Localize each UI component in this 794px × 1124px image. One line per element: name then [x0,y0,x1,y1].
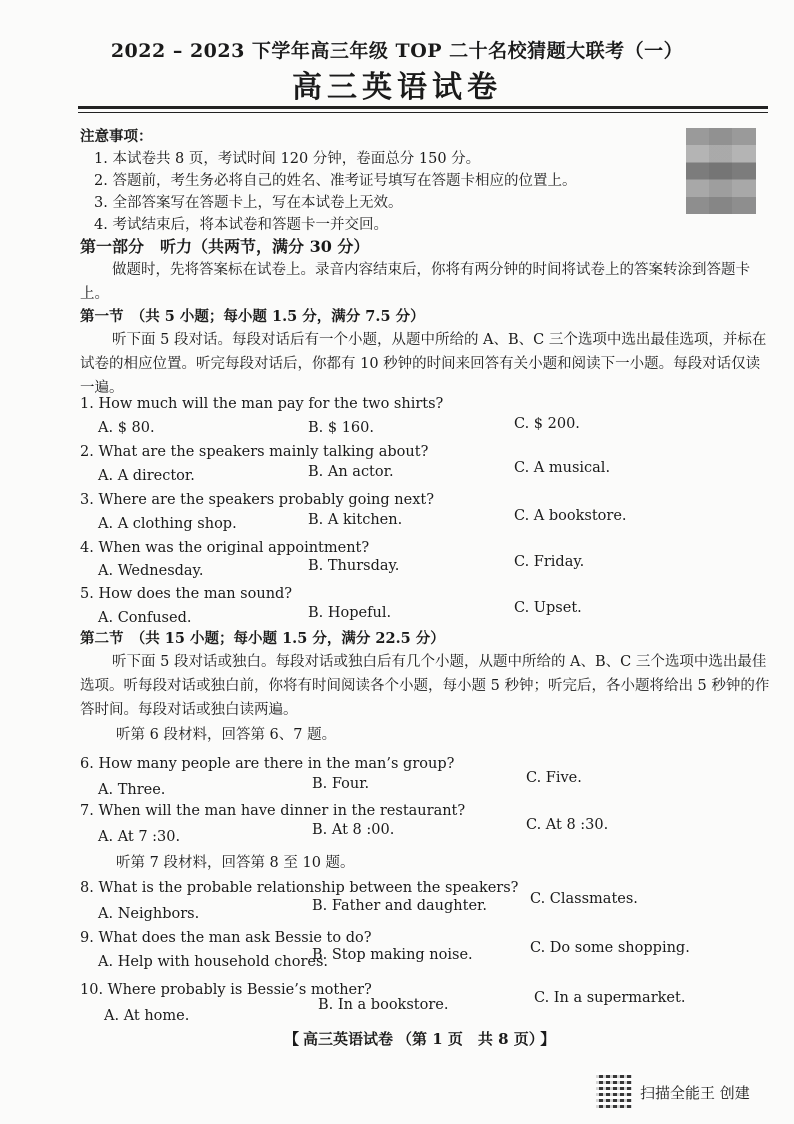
option-a: A. Neighbors. [98,906,200,922]
question-stem: 7. When will the man have dinner in the restaurant? [80,803,466,819]
option-c: C. Five. [526,770,582,786]
header-rule-thin [78,112,768,113]
notice-heading: 注意事项： [80,128,153,145]
section2-heading: 第二节 （共 15 小题；每小题 1.5 分，满分 22.5 分） [80,630,445,647]
material-instruction: 听第 6 段材料，回答第 6、7 题。 [116,727,337,743]
question-stem: 1. How much will the man pay for the two shirts? [80,396,444,412]
option-b: B. $ 160. [308,420,374,436]
option-c: C. Classmates. [530,891,638,907]
scanner-watermark: 扫描全能王 创建 [640,1084,750,1102]
option-c: C. Friday. [514,554,585,570]
question-stem: 8. What is the probable relationship between the speakers? [80,880,519,896]
option-c: C. Upset. [514,600,582,616]
section1-intro: 听下面 5 段对话。每段对话后有一个小题，从题中所给的 A、B、C 三个选项中选出最佳选项，并标在试卷的相应位置。听完每段对话后，你都有 10 秒钟的时间来回答有关小题和阅读下一小题。每段对话仅读一遍。 [80,332,767,396]
qr-code-icon [596,1072,632,1108]
footer-page-info: （第 1 页 共 8 页） [397,1030,537,1048]
option-a: A. Confused. [98,610,192,626]
option-b: B. Thursday. [308,558,400,574]
option-a: A. A clothing shop. [98,516,237,532]
notice-item: 1. 本试卷共 8 页，考试时间 120 分钟，卷面总分 150 分。 [94,151,481,167]
option-c: C. Do some shopping. [530,940,690,956]
option-b: B. Hopeful. [308,605,392,621]
option-b: B. A kitchen. [308,512,403,528]
option-a: A. Wednesday. [98,563,204,579]
option-a: A. $ 80. [98,420,155,436]
option-c: C. A bookstore. [514,508,627,524]
notice-item: 3. 全部答案写在答题卡上，写在本试卷上无效。 [94,195,403,211]
section1-heading: 第一节 （共 5 小题；每小题 1.5 分，满分 7.5 分） [80,308,425,325]
option-a: A. Three. [98,782,166,798]
question-stem: 4. When was the original appointment? [80,540,370,556]
material-instruction: 听第 7 段材料，回答第 8 至 10 题。 [116,855,355,871]
question-stem: 9. What does the man ask Bessie to do? [80,930,372,946]
option-c: C. At 8 :30. [526,817,609,833]
option-a: A. At 7 :30. [98,829,181,845]
option-a: A. A director. [98,468,195,484]
footer-bracket-right: 】 [540,1030,556,1048]
section2-intro: 听下面 5 段对话或独白。每段对话或独白后有几个小题，从题中所给的 A、B、C 三个选项中选出最佳选项。听每段对话或独白前，你将有时间阅读各个小题，每小题 5 秒钟；听完后，各小题将给出 5 秒钟的作答时间。每段对话或独白读两遍。 [80,654,770,718]
question-stem: 3. Where are the speakers probably going next? [80,492,434,508]
paper-title: 高三英语试卷 [292,70,502,105]
option-b: B. Stop making noise. [312,947,473,963]
option-b: B. At 8 :00. [312,822,395,838]
option-c: C. A musical. [514,460,611,476]
option-b: B. An actor. [308,464,394,480]
question-stem: 2. What are the speakers mainly talking about? [80,444,429,460]
footer-paper-name: 高三英语试卷 [303,1030,394,1048]
option-b: B. Father and daughter. [312,898,487,914]
option-a: A. At home. [104,1008,190,1024]
header-rule [78,106,768,109]
option-c: C. $ 200. [514,416,580,432]
page-footer [282,1028,557,1049]
option-c: C. In a supermarket. [534,990,686,1006]
part1-heading: 第一部分 听力（共两节，满分 30 分） [80,237,370,256]
question-stem: 10. Where probably is Bessie’s mother? [80,982,372,998]
option-b: B. Four. [312,776,370,792]
exam-title: 2022 – 2023 下学年高三年级 TOP 二十名校猜题大联考（一） [110,40,684,62]
option-a: A. Help with household chores. [98,954,329,970]
notice-item: 2. 答题前，考生务必将自己的姓名、准考证号填写在答题卡相应的位置上。 [94,173,577,189]
option-b: B. In a bookstore. [318,997,449,1013]
notice-item: 4. 考试结束后，将本试卷和答题卡一并交回。 [94,217,388,233]
question-stem: 5. How does the man sound? [80,586,293,602]
part1-intro: 做题时，先将答案标在试卷上。录音内容结束后，你将有两分钟的时间将试卷上的答案转涂到答题卡上。 [80,262,750,302]
blurred-photo-placeholder [686,128,756,214]
question-stem: 6. How many people are there in the man’s group? [80,756,455,772]
footer-bracket-left: 【 [284,1030,300,1048]
